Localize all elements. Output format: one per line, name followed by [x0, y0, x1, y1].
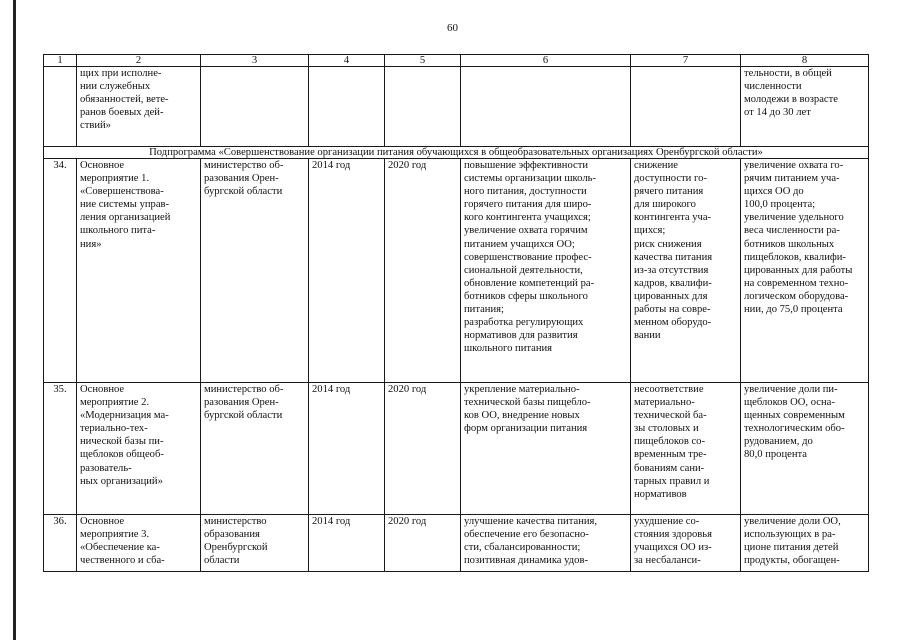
- column-number: 5: [385, 55, 461, 67]
- start-year: 2014 год: [309, 159, 385, 383]
- column-number: 4: [309, 55, 385, 67]
- cell-empty: [631, 67, 741, 147]
- expected-result: повышение эффективности системы организации школь- ного питания, доступности горячего питания для широ- кого контингента учащихся; увеличение охвата горячим питанием учащихся ОО; совершенствование профес- сиональной деятельности, обновление компетенций ра- ботников сферы школьного питания; разработка регулирующих нормативов для развития школьного питания: [461, 159, 631, 383]
- table-row: [44, 515, 869, 572]
- cell-empty: [461, 67, 631, 147]
- target-indicator: увеличение доли ОО, использующих в ра- ционе питания детей продукты, обогащен-: [741, 515, 869, 572]
- cell-empty: [201, 67, 309, 147]
- page-number: 60: [447, 22, 458, 34]
- column-number: 1: [44, 55, 77, 67]
- measure-name: Основное мероприятие 3. «Обеспечение ка- чественного и сба-: [77, 515, 201, 572]
- expected-result: улучшение качества питания, обеспечение его безопасно- сти, сбалансированности; позитивная динамика удов-: [461, 515, 631, 572]
- end-year: 2020 год: [385, 159, 461, 383]
- non-implementation-consequences: несоответствие материально- технической ба- зы столовых и пищеблоков со- временным тре- бованиям сани- тарных правил и нормативов: [631, 383, 741, 515]
- column-number-row: [44, 55, 869, 67]
- expected-result: укрепление материально- технической базы пищебло- ков ОО, внедрение новых форм организации питания: [461, 383, 631, 515]
- start-year: 2014 год: [309, 383, 385, 515]
- table-row: [44, 159, 869, 383]
- measure-name: Основное мероприятие 1. «Совершенствова- ние системы управ- ления организацией школьного пита- ния»: [77, 159, 201, 383]
- cell-empty: [385, 67, 461, 147]
- executor: министерство об- разования Орен- бургской области: [201, 159, 309, 383]
- measure-name-continued: щих при исполне- нии служебных обязанностей, вете- ранов боевых дей- ствий»: [77, 67, 201, 147]
- column-number: 6: [461, 55, 631, 67]
- subprogram-row: [44, 147, 869, 159]
- column-number: 2: [77, 55, 201, 67]
- executor: министерство образования Оренбургской области: [201, 515, 309, 572]
- row-number: 35.: [44, 383, 77, 515]
- indicator-continued: тельности, в общей численности молодежи в возрасте от 14 до 30 лет: [741, 67, 869, 147]
- subprogram-title: Подпрограмма «Совершенствование организации питания обучающихся в общеобразовательных организациях Оренбургской области»: [44, 147, 869, 159]
- row-number: 36.: [44, 515, 77, 572]
- binding-edge: [13, 0, 16, 640]
- target-indicator: увеличение доли пи- щеблоков ОО, осна- щенных современным технологическим обо- рудованием, до 80,0 процента: [741, 383, 869, 515]
- continuation-row: [44, 67, 869, 147]
- non-implementation-consequences: снижение доступности го- рячего питания для широкого контингента уча- щихся; риск снижения качества питания из-за отсутствия кадров, квалифи- цированных для работы на совре- менном оборудо- вании: [631, 159, 741, 383]
- measure-name: Основное мероприятие 2. «Модернизация ма- териально-тех- нической базы пи- щеблоков общеоб- разователь- ных организаций»: [77, 383, 201, 515]
- column-number: 8: [741, 55, 869, 67]
- end-year: 2020 год: [385, 515, 461, 572]
- cell-empty: [44, 67, 77, 147]
- executor: министерство об- разования Орен- бургской области: [201, 383, 309, 515]
- measures-table: [43, 54, 869, 572]
- cell-empty: [309, 67, 385, 147]
- table-row: [44, 383, 869, 515]
- column-number: 3: [201, 55, 309, 67]
- target-indicator: увеличение охвата го- рячим питанием уча- щихся ОО до 100,0 процента; увеличение удельного веса численности ра- ботников школьных пищеблоков, квалифи- цированных для работы на современном техно- логическом оборудова- нии, до 75,0 процента: [741, 159, 869, 383]
- end-year: 2020 год: [385, 383, 461, 515]
- start-year: 2014 год: [309, 515, 385, 572]
- column-number: 7: [631, 55, 741, 67]
- non-implementation-consequences: ухудшение со- стояния здоровья учащихся ОО из- за несбаланси-: [631, 515, 741, 572]
- row-number: 34.: [44, 159, 77, 383]
